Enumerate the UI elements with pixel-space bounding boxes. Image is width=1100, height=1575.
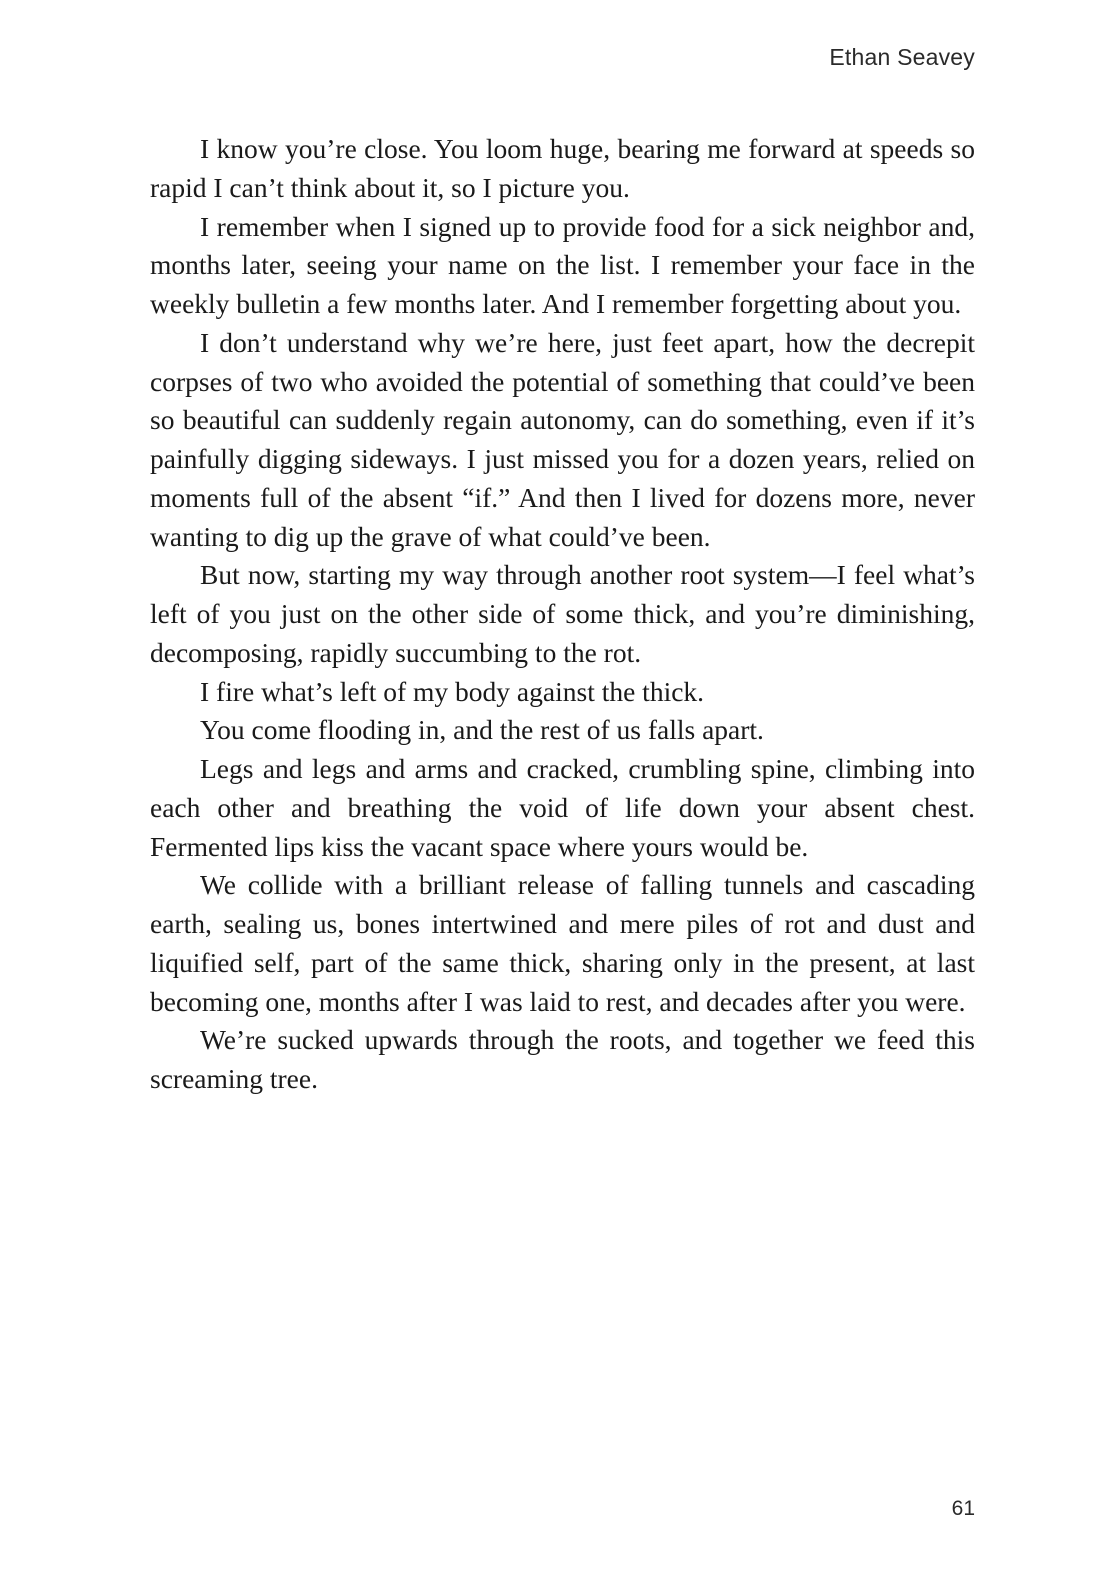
story-body <box>150 130 975 1099</box>
paragraph: We’re sucked upwards through the roots, and together we feed this screaming tree. <box>150 1024 975 1094</box>
paragraph: We collide with a brilliant release of falling tunnels and cascading earth, sealing us, bones intertwined and mere piles of rot and dust and liquified self, part of the same thick, sharing only in the present, at last becoming one, months after I was laid to rest, and decades after you were. <box>150 869 975 1017</box>
paragraph: I remember when I signed up to provide food for a sick neighbor and, months later, seeing your name on the list. I remember your face in the weekly bulletin a few months later. And I remember forgetting about you. <box>150 210 975 319</box>
paragraph: I know you’re close. You loom huge, bearing me forward at speeds so rapid I can’t think about it, so I picture you. <box>150 133 975 203</box>
paragraph: I don’t understand why we’re here, just feet apart, how the decrepit corpses of two who avoided the potential of something that could’ve been so beautiful can suddenly regain autonomy, can do something, even if it’s painfully digging sideways. I just missed you for a dozen years, relied on moments full of the absent “if.” And then I lived for dozens more, never wanting to dig up the grave of what could’ve been. <box>150 326 975 552</box>
running-head-author: Ethan Seavey <box>829 44 975 70</box>
page-number: 61 <box>951 1497 975 1520</box>
paragraph: Legs and legs and arms and cracked, crumbling spine, climbing into each other and breathing the void of life down your absent chest. Fermented lips kiss the vacant space where yours would be. <box>150 753 975 862</box>
paragraph: I fire what’s left of my body against the thick. <box>200 675 705 707</box>
paragraph: But now, starting my way through another root system—I feel what’s left of you just on the other side of some thick, and you’re diminishing, decomposing, rapidly succumbing to the rot. <box>150 559 975 668</box>
paragraph: You come flooding in, and the rest of us falls apart. <box>200 714 764 746</box>
